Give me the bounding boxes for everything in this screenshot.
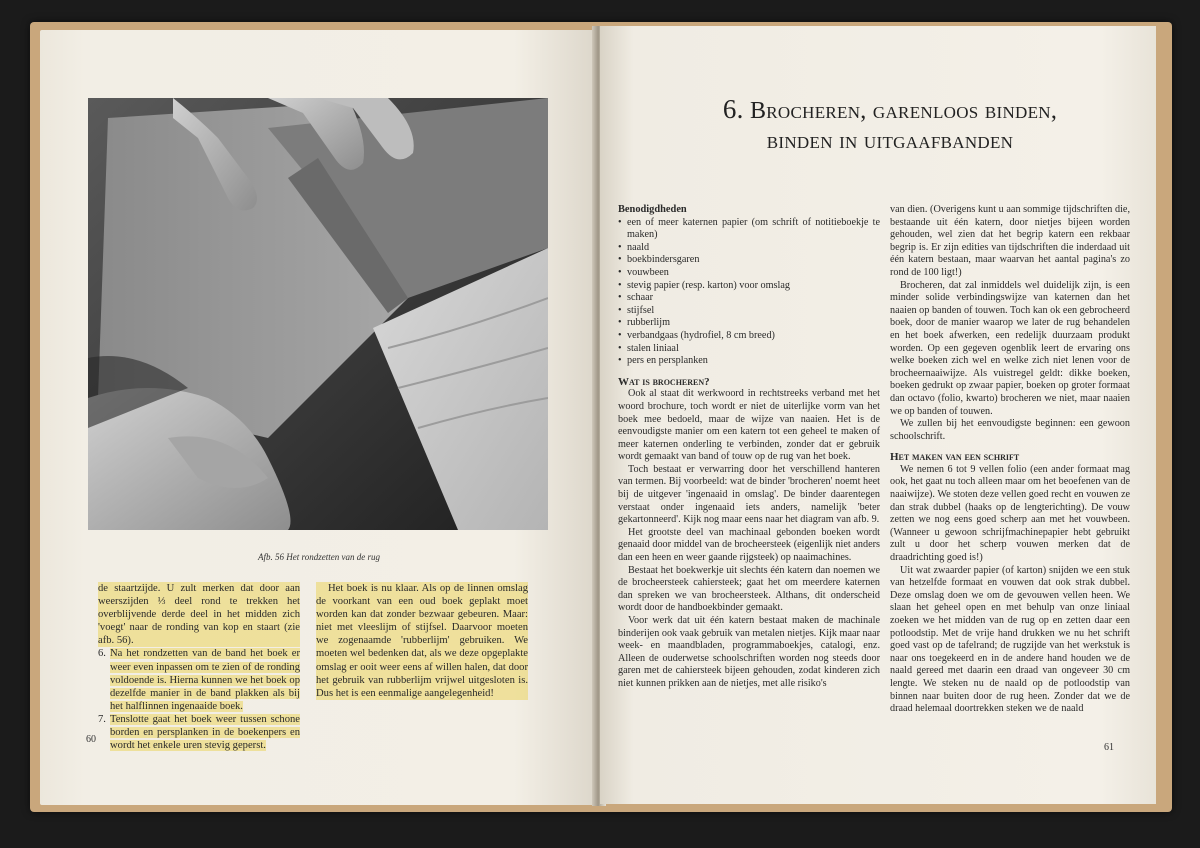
section-heading: Wat is brocheren? xyxy=(618,375,710,388)
page-number: 60 xyxy=(86,734,96,745)
list-item: • rubberlijm xyxy=(618,317,880,330)
paragraph: Toch bestaat er verwarring door het verschillend hanteren van termen. Bij voorbeeld: wat de binder 'brocheren' noemt heet bij de uitgever 'ingenaaid in omslag'. De binder daarentegen verstaat onder ingenaaid iets anders, namelijk 'beter gekartonneerd'. Kijk nog maar eens naar het diagram van afb. 9. xyxy=(618,463,880,526)
section-heading: Het maken van een schrift xyxy=(890,451,1020,464)
chapter-number: 6. xyxy=(722,94,744,124)
page-number: 61 xyxy=(1104,742,1114,753)
paragraph: Het boek is nu klaar. Als op de linnen omslag de voorkant van een oud boek geplakt moet worden kan dat zonder bezwaar gebeuren. Maar: niet met vleeslijm of stijfsel. Daarvoor moeten we zogenaamde 'rubberlijm' gebruiken. We moeten wel bedenken dat, als we deze opgeplakte omslag er ooit weer eens af willen halen, dat door het gebruik van rubberlijm vrijwel uitgesloten is. Dus het is een eenmalige aangelegenheid! xyxy=(316,583,528,699)
list-item: • schaar xyxy=(618,292,880,305)
paragraph: Brocheren, dat zal inmiddels wel duidelijk zijn, is een minder solide verbindingswijze van katernen dan het naaien op banden of touwen. Toch kan ok een gebrocheerd boek, door de manier waarop we later de rug behandelen en het boek afwerken, een redelijk duurzaam produkt worden. Op een gegeven ogenblik leert de ervaring ons welke boeken zich wel en welke zich niet lenen voor de brocheernaaiwijze. Als vuistregel geldt: dikke boeken, boeken gedrukt op zwaar papier, boeken op groter formaat dan octavo (folio, kwarto) brocheren we niet, maar naaien we op banden of touwen. xyxy=(890,279,1130,417)
list-item: • stevig papier (resp. karton) voor omslag xyxy=(618,280,880,293)
list-item: • een of meer katernen papier (om schrift of notitieboekje te maken) xyxy=(618,217,880,242)
list-item: • stijfsel xyxy=(618,305,880,318)
left-column-2 xyxy=(316,582,528,700)
paragraph: Bestaat het boekwerkje uit slechts één katern dan noemen we de brocheersteek cahiersteek; gaat het om meerdere katernen dan spreken we van brocheersteek. Althans, dit onderscheid wordt door de handboekbinder gemaakt. xyxy=(618,564,880,614)
materials-list xyxy=(618,217,880,368)
chapter-title-line2: binden in uitgaafbanden xyxy=(766,128,1014,154)
list-item: • naald xyxy=(618,242,880,255)
paragraph: We nemen 6 tot 9 vellen folio (een ander formaat mag ook, het gaat nu toch alleen maar om het beoefenen van de naaiwijze). We stoten deze vellen goed recht en vouwen ze dan strak dubbel (haaks op de lengterichting). De vouw zetten we nog eens goed scherp aan met het vouwbeen. (Wanneer u gewoon schrijfmachinepapier hebt gebruikt zult u door het scherp vouwen merken dat de draadrichting goed is!) xyxy=(890,463,1130,564)
list-number: 7. xyxy=(98,713,106,725)
paragraph: Uit wat zwaarder papier (of karton) snijden we een stuk van hetzelfde formaat en vouwen dat ook strak dubbel. Deze omslag doen we om de gevouwen vellen heen. We slaan het geheel open en met behulp van onze liniaal zoeken we het midden van de rug op en zetten daar een potloodstip. Met de vrije hand drukken we nu het schrift goed vast op de tafelrand; de rugzijde van het werkstuk is naar ons toegekeerd en in de andere hand houden we de naald gereed met daarin een draad van ongeveer 30 cm lengte. We steken nu de naald op de potloodstip van binnen naar buiten door de rug heen. Zonder dat we de draad helemaal doortrekken steken we de naald xyxy=(890,564,1130,715)
list-item: Na het rondzetten van de band het boek er weer even inpassen om te zien of de ronding voldoende is. Hierna kunnen we het boek op dezelfde manier in de band plakken als bij het halflinnen ingenaaide boek. xyxy=(110,648,300,712)
chapter-title-line1: Brocheren, garenloos binden, xyxy=(749,98,1058,124)
list-item: • pers en persplanken xyxy=(618,355,880,368)
figure-caption: Afb. 56 Het rondzetten van de rug xyxy=(258,552,380,562)
paragraph: Ook al staat dit werkwoord in rechtstreeks verband met het woord brochure, toch wordt er niet de uiterlijke vorm van het boek mee bedoeld, maar de wijze van naaien. Het is de eenvoudigste manier om een katern tot een geheel te maken of meer katernen onderling te verbinden, zonder dat er gebruik wordt gemaakt van band of touw op de rug van het boek. xyxy=(618,388,880,463)
section-heading: Benodigdheden xyxy=(618,204,687,215)
right-column-2 xyxy=(890,204,1130,716)
paragraph: Het grootste deel van machinaal gebonden boeken wordt genaaid door middel van de brocheersteek (eigenlijk niet anders dan een heen en weer gaande rijgsteek) op naaimachines. xyxy=(618,526,880,564)
photo-rounding-spine xyxy=(88,98,548,530)
paragraph: de staartzijde. U zult merken dat door aan weerszijden ⅓ deel rond te trekken het overblijvende derde deel in het midden zich 'voegt' naar de ronding van kop en staart (zie afb. 56). xyxy=(98,583,300,647)
list-item: Tenslotte gaat het boek weer tussen schone borden en persplanken in de boekenpers en wordt het enkele uren stevig geperst. xyxy=(110,713,300,752)
paragraph: van dien. (Overigens kunt u aan sommige tijdschriften die, bestaande uit één katern, door nietjes bijeen worden gehouden, wel zien dat het begrip katern een rekbaar begrip is. Er zijn edities van tijdschriften die inderdaad uit één katern bestaan, maar waarvan het aantal pagina's zo rond de 100 ligt!) xyxy=(890,204,1130,278)
left-page xyxy=(40,30,598,805)
list-number: 6. xyxy=(98,648,106,660)
chapter-title xyxy=(660,94,1120,156)
right-column-1 xyxy=(618,204,880,691)
list-item: • verbandgaas (hydrofiel, 8 cm breed) xyxy=(618,330,880,343)
list-item: • stalen liniaal xyxy=(618,343,880,356)
paragraph: Voor werk dat uit één katern bestaat maken de machinale binderijen ook vaak gebruik van metalen nietjes. Kijk maar naar week- en maandbladen, programmaboekjes, catalogi, enz. Alleen de ouderwetse schoolschriften worden nog steeds door garen met de cahiersteek bijeen gehouden, zodat kinderen zich niet kunnen prikken aan de nietjes, met alle risiko's xyxy=(618,615,880,689)
left-column-1 xyxy=(98,582,300,752)
hands-book-photo xyxy=(88,98,548,530)
paragraph: We zullen bij het eenvoudigste beginnen: een gewoon schoolschrift. xyxy=(890,418,1130,442)
right-page xyxy=(600,26,1156,804)
list-item: • boekbindersgaren xyxy=(618,254,880,267)
list-item: • vouwbeen xyxy=(618,267,880,280)
